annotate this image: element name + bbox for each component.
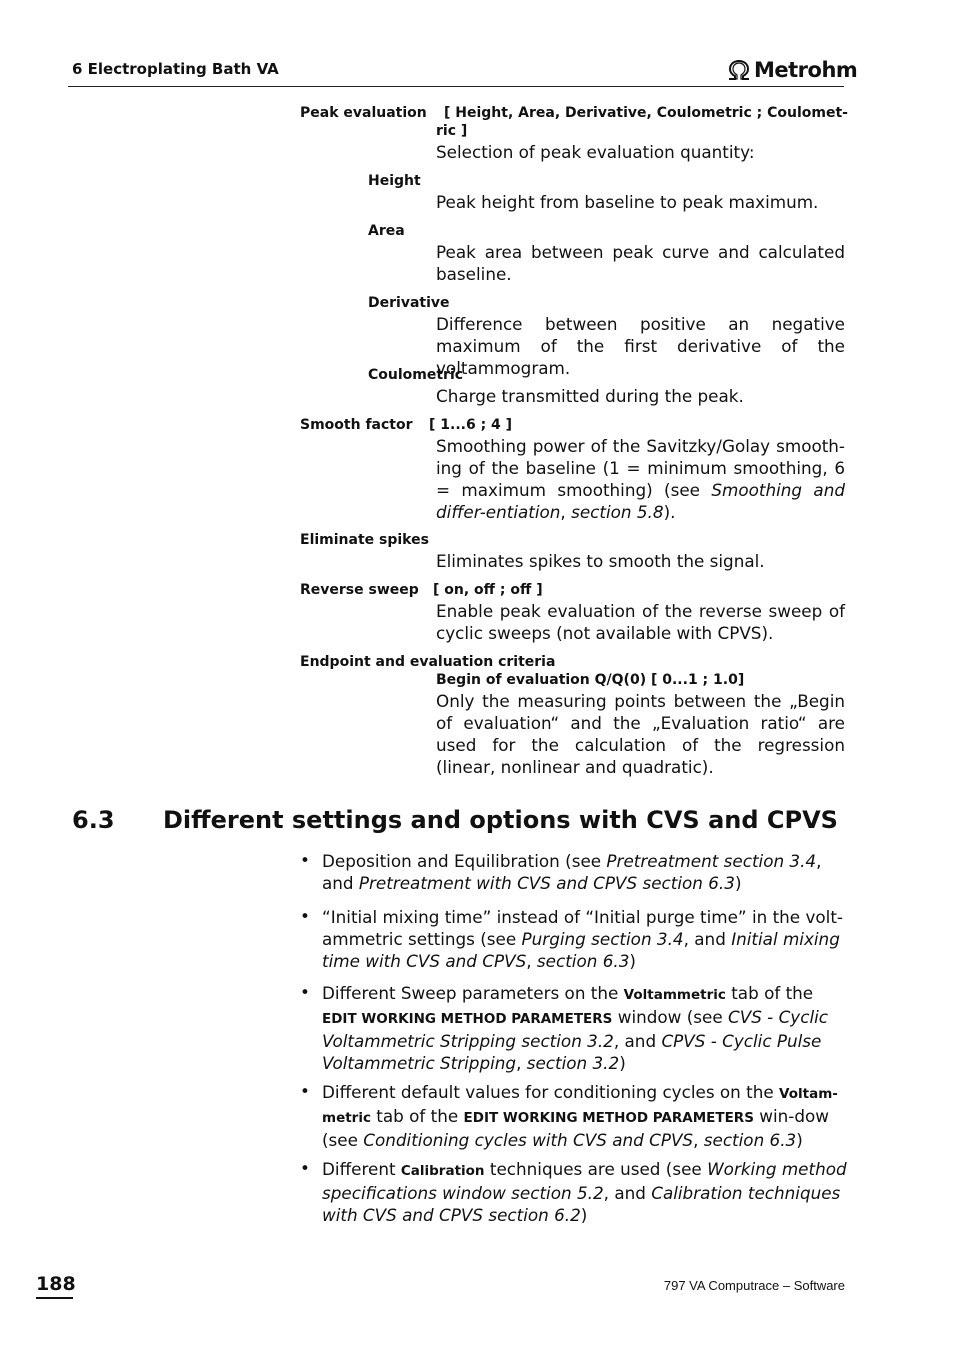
option-derivative-desc: Difference between positive an negative maximum of the first derivative of the voltammogram. — [436, 314, 845, 378]
bullet-marker: • — [300, 850, 310, 870]
param-eliminate-spikes: Eliminate spikes — [300, 532, 429, 548]
reverse-sweep-desc: Enable peak evaluation of the reverse sweep of cyclic sweeps (not available with CPVS). — [436, 601, 845, 643]
param-smooth-factor: Smooth factor — [300, 417, 413, 433]
param-begin-of-evaluation: Begin of evaluation Q/Q(0) [ 0...1 ; 1.0] — [436, 672, 745, 688]
bullet-item-conditioning-cycles: Different default values for conditioning cycles on the Voltam-metric tab of the EDIT WORKING METHOD PARAMETERS win-dow (see Conditioning cycles with CVS and CPVS, section 6.3) — [322, 1082, 838, 1150]
option-area-desc: Peak area between peak curve and calculated baseline. — [436, 242, 845, 284]
header-rule — [68, 86, 844, 87]
metrohm-logo — [726, 58, 857, 82]
param-peak-evaluation-range: [ Height, Area, Derivative, Coulometric ; Coulomet- — [444, 105, 848, 121]
page-number-rule — [36, 1297, 73, 1299]
bullet-marker: • — [300, 906, 310, 926]
brand-name: Metrohm — [754, 58, 858, 82]
peak-evaluation-desc: Selection of peak evaluation quantity: — [436, 142, 755, 162]
param-peak-evaluation: Peak evaluation — [300, 105, 427, 121]
section-number: 6.3 — [72, 806, 115, 834]
section-title: Different settings and options with CVS and CPVS — [163, 806, 838, 834]
bullet-marker: • — [300, 982, 310, 1002]
bullet-item-mixing-time: “Initial mixing time” instead of “Initial purge time” in the volt-ammetric settings (see Purging section 3.4, and Initial mixing time with CVS and CPVS, section 6.3) — [322, 907, 843, 971]
bullet-item-deposition: Deposition and Equilibration (see Pretreatment section 3.4, and Pretreatment with CVS and CPVS section 6.3) — [322, 851, 822, 893]
omega-icon — [726, 59, 752, 81]
option-area: Area — [368, 223, 405, 239]
param-smooth-factor-range: [ 1...6 ; 4 ] — [429, 417, 513, 433]
param-reverse-sweep: Reverse sweep — [300, 582, 419, 598]
option-derivative: Derivative — [368, 295, 450, 311]
param-peak-evaluation-range-cont: ric ] — [436, 123, 468, 139]
chapter-header: 6 Electroplating Bath VA — [72, 60, 279, 78]
option-coulometric: Coulometric — [368, 367, 464, 383]
smooth-factor-desc: Smoothing power of the Savitzky/Golay smooth-ing of the baseline (1 = minimum smoothing, 6 = maximum smoothing) (see Smoothing and differ-entiation, section 5.8). — [436, 436, 845, 522]
bullet-marker: • — [300, 1158, 310, 1178]
bullet-item-sweep-parameters: Different Sweep parameters on the Voltammetric tab of the EDIT WORKING METHOD PARAMETERS window (see CVS - Cyclic Voltammetric Stripping section 3.2, and CPVS - Cyclic Pulse Voltammetric Stripping, section 3.2) — [322, 983, 828, 1073]
footer-product: 797 VA Computrace – Software — [663, 1278, 845, 1293]
begin-of-evaluation-desc: Only the measuring points between the „Begin of evaluation“ and the „Evaluation ratio“ are used for the calculation of the regression (linear, nonlinear and quadratic). — [436, 691, 845, 777]
option-height-desc: Peak height from baseline to peak maximum. — [436, 192, 819, 212]
param-reverse-sweep-range: [ on, off ; off ] — [433, 582, 543, 598]
page-number: 188 — [36, 1273, 76, 1295]
param-endpoint-criteria: Endpoint and evaluation criteria — [300, 654, 556, 670]
bullet-item-calibration: Different Calibration techniques are used (see Working method specifications window section 5.2, and Calibration techniques with CVS and CPVS section 6.2) — [322, 1159, 847, 1225]
eliminate-spikes-desc: Eliminates spikes to smooth the signal. — [436, 551, 765, 571]
bullet-marker: • — [300, 1081, 310, 1101]
option-height: Height — [368, 173, 421, 189]
option-coulometric-desc: Charge transmitted during the peak. — [436, 386, 744, 406]
